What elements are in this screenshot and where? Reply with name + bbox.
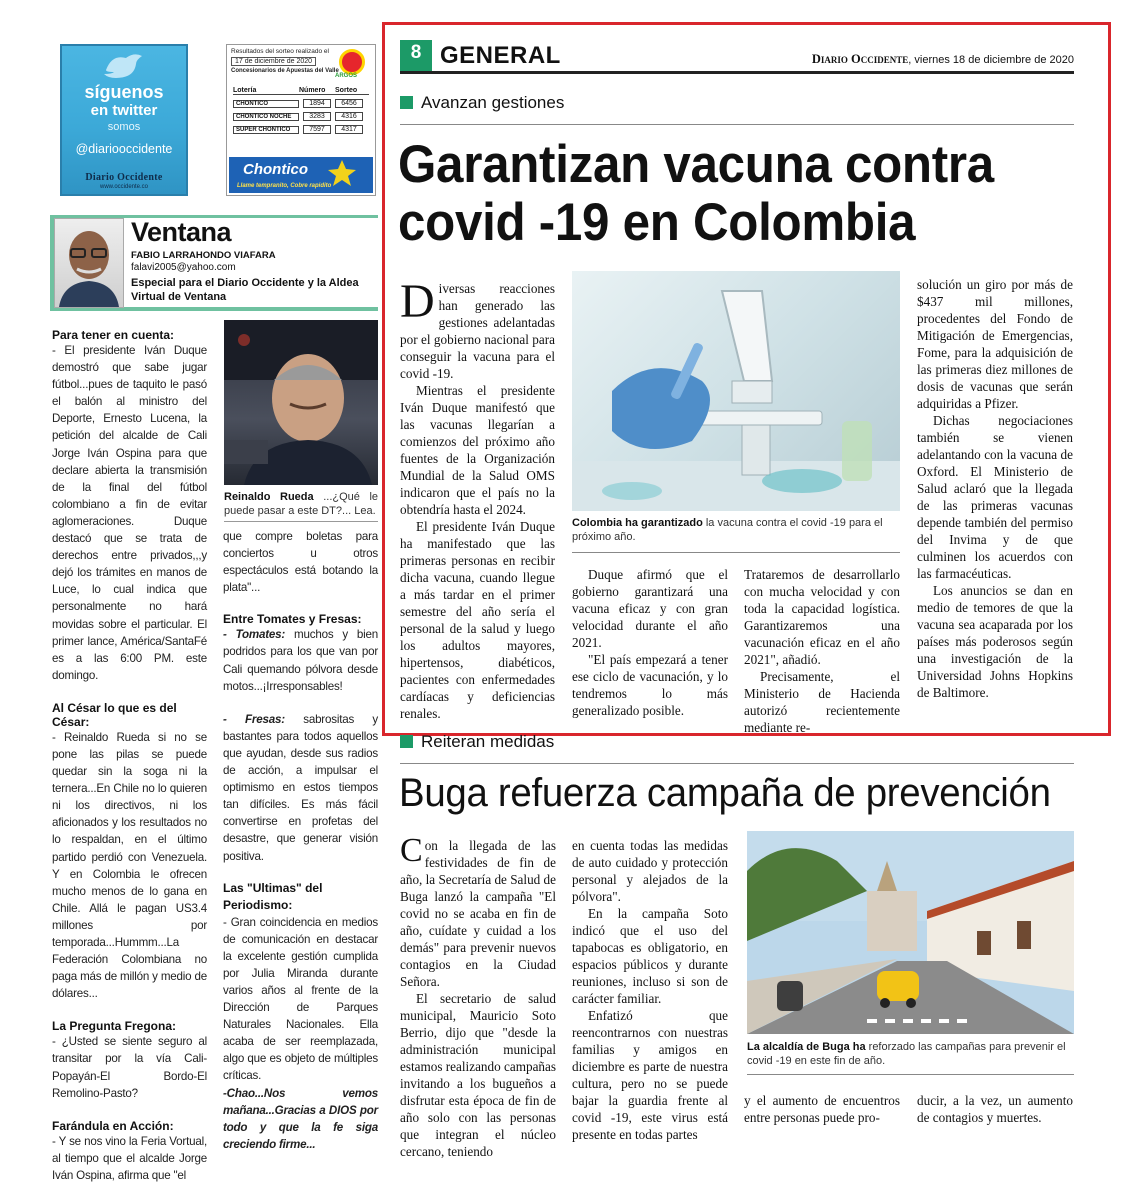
lottery-name: SUPER CHONTICO [233,126,299,134]
lottery-date: 17 de diciembre de 2020 [231,57,316,66]
rueda-caption-text: ...¿Qué le puede pasar a este DT?... Lea. [224,491,379,517]
article1-col1-p2: Mientras el presidente Iván Duque manifestó que las vacunas llegarían a comienzos del próximo año fuentes de la Organización Mundial de la Salud OMS indicaron que el país no la obtendría hasta el 2024. [400,383,555,517]
table-row [233,98,369,109]
article1-para [400,275,555,382]
col-numero: Número [299,87,326,94]
header-dateline [700,52,1074,67]
argos-logo [339,49,365,75]
lab-photo [572,271,900,511]
ventana-title: Ventana [131,217,232,247]
headline-line2: covid -19 en Colombia [398,193,916,252]
header-rule [400,71,1074,74]
article2-para [400,832,556,990]
column-left [52,328,207,1184]
article1-col3-p2: Precisamente, el Ministerio de Hacienda autorizó recientemente mediante re- [744,669,900,735]
mid-p1: que compre boletas para conciertos u otros espectáculos está botando la plata"... [223,530,378,595]
article2-col4 [917,1092,1073,1126]
article2-kicker [400,732,554,752]
table-row [233,111,369,122]
tomates-para [223,626,378,694]
article1-headline [398,136,1040,252]
paper-name: Diario Occidente [811,52,909,66]
article1-col2-p2: "El país empezará a tener ese ciclo de vacunación, y lo tendremos lo más generalizado posible. [572,652,728,718]
fresas-text: sabrositas y bastantes para todos aquellos que ayudan, desde sus radios de acción, a impulsar el optimismo en estos tiempos tan difíciles. Es más fácil convertirse en profetas del desastre, que generar visión positiva. [223,712,378,863]
article2-col1-p2: El secretario de salud municipal, Mauricio Soto Berrio, dijo que "desde la administración municipal estamos realizando campañas invitando a los bugueños a disfrutar esta época de fin de año solo con las personas que integran el núcleo cercano, teniendo [400,991,556,1159]
article2-col4-p1: ducir, a la vez, un aumento de contagios y muertes. [917,1093,1073,1125]
lottery-sorteo: 4317 [335,125,363,134]
article1-col4-p2: Dichas negociaciones también se vienen adelantando con la vacuna de Oxford. El Ministerio de Salud aclaró que la llegada de las primeras vacunas depende también del permiso del Invima y de que culminen los acuerdos con las farmacéuticas. [917,413,1073,581]
kicker-square-icon [400,735,413,748]
tomates-text: muchos y bien podridos para los que van por Cali quemando pólvora desde motos...¡Irresponsables! [223,628,378,693]
lottery-numero: 7597 [303,125,331,134]
caption2-rule [747,1074,1074,1075]
lottery-numero: 3283 [303,112,331,121]
article1-col1 [400,275,555,722]
article2-col3 [744,1092,900,1126]
article2-col1-p1: on la llegada de las festividades de fin de año, la Secretaría de Salud de Buga lanzó la campaña "El covid no se acaba en fin de año, cuídate y cuidad a los demás" para prevenir nuevos contagios en la Ciudad Señora. [400,838,556,989]
kicker-square-icon [400,96,413,109]
twitter-handle: @diariooccidente [75,142,173,156]
argos-logo-text: ARGOS [335,73,358,79]
article2-col2 [572,837,728,1143]
ultimas-text: - Gran coincidencia en medios de comunicación en destacar la excelente gestión cumplida por Julia Miranda durante varios años al frente de la Dirección de Parques Naturales Nacionales. Ella acaba de ser reemplazada, algo que es objeto de múltiples críticas. [223,915,378,1083]
ventana-author: FABIO LARRAHONDO VIAFARA [131,250,276,261]
kicker-rule [400,124,1074,125]
lottery-table-header [233,87,369,95]
article1-col1-p3: El presidente Iván Duque ha manifestado que las primeras personas en recibir dicha vacuna, cuando llegue a más tardar en el primer semestre del año sería el personal de la salud y luego los adultos mayores, hipertensos, diabéticos, pacientes con enfermedades cardíacas y deficiencias renales. [400,519,555,721]
article1-kicker [400,93,564,113]
lottery-sorteo: 6456 [335,99,363,108]
dropcap: D [400,275,435,328]
article2-caption [747,1040,1074,1068]
article1-col4-p1: solución un giro por más de $437 mil millones, procedentes del Fondo de Mitigación de Emergencias, Fome, para la adquisición de las primeras diez millones de dosis de vacunas que serán adquiridas a Pfizer. [917,277,1073,411]
tomates-heading: Entre Tomates y Fresas: [223,612,362,627]
chontico-slogan: Llame tempranito, Cobre rapidito [237,183,332,189]
caption-text: reforzado las campañas para prevenir el covid -19 en este fin de año. [747,1041,1066,1067]
article1-col3 [744,566,900,736]
twitter-brand: Diario Occidente [85,172,163,183]
ventana-email: falavi2005@yahoo.com [131,262,236,273]
fresas-label: - Fresas: [223,712,285,726]
twitter-ad [60,44,188,196]
rueda-caption [224,490,378,518]
column-mid [223,528,378,1153]
coach-portrait-icon [224,320,378,485]
lottery-name: CHONTICO NOCHE [233,113,299,121]
microscope-icon [572,271,900,511]
note-text: - Reinaldo Rueda si no se pone las pilas se puede quedar sin la soga ni la ternera...En Chile no lo quieren ni los directivos, ni los aficionados y los resultados no lo respaldan, en el último partido perdió con Venezuela. Y en Colombia le ofrecen mucho menos de lo gana en Chile. Allá le pagan US3.4 millones por temporada...Hummm...La Federación Colombiana no paga más de millón y medio de dólares... [52,730,207,1001]
header-date: , viernes 18 de diciembre de 2020 [908,54,1074,66]
lottery-heading: Resultados del sorteo realizado el [231,48,329,55]
ultimas-heading: Las "Ultimas" del Periodismo: [223,880,323,912]
section-title: GENERAL [440,42,561,69]
page-number: 8 [400,40,432,72]
star-icon [327,159,357,187]
twitter-line2: en twitter [90,102,158,119]
fresas-para [223,711,378,865]
note-heading: Para tener en cuenta: [52,328,175,342]
note-text: - Y se nos vino la Feria Vortual, al tiempo que el alcalde Jorge Iván Ospina, afirma que "el [52,1134,207,1182]
article2-col2-p1: en cuenta todas las medidas de auto cuidado y protección personal y alejados de la pólvora". [572,838,728,904]
dropcap: C [400,832,423,869]
rueda-photo [224,320,378,485]
chontico-banner [229,157,373,193]
article1-caption [572,516,900,544]
note-text: - El presidente Iván Duque demostró que sabe jugar fútbol...pues de taquito le pasó el balón al ministro del Deporte, Ernesto Lucena, la petición del alcalde de Cali Jorge Iván Ospina para que declare abierta la transmisión de la final del fútbol colombiano a fin de evitar aglomeraciones. Duque destacó que se trata de derechos entre privados,,,y dejó los trámites en manos de Luce, lo cual indica que personalmente no hará movidas sobre el particular. El primer lance, América/SantaFé es a las 6:00 PM. este domingo. [52,344,207,682]
chontico-brand: Chontico [243,161,308,178]
note-heading: Farándula en Acción: [52,1118,174,1133]
tomates-label: - Tomates: [223,628,286,642]
bird-icon [102,50,146,82]
note-section [52,701,207,1003]
note-section [52,328,207,684]
author-portrait-icon [55,219,123,307]
twitter-line3: somos [107,121,141,133]
lottery-sorteo: 4316 [335,112,363,121]
note-section [52,1119,207,1184]
buga-photo [747,831,1074,1034]
caption-bold: La alcaldía de Buga ha [747,1041,866,1053]
article2-col3-p1: y el aumento de encuentros entre personas puede pro- [744,1093,900,1125]
caption-rule [572,552,900,553]
caption-bold: Colombia ha garantizado [572,517,703,529]
article1-kicker-text: Avanzan gestiones [421,93,565,112]
note-heading: Al César lo que es del César: [52,700,177,729]
article2-headline: Buga refuerza campaña de prevención [399,771,1051,815]
author-photo [54,218,124,308]
rueda-caption-name: Reinaldo Rueda [224,491,314,503]
table-row [233,124,369,135]
col-loteria: Lotería [233,87,257,94]
headline-line1: Garantizan vacuna contra [398,135,994,194]
ventana-desc: Especial para el Diario Occidente y la Aldea Virtual de Ventana [131,277,359,303]
twitter-line1: síguenos [84,82,164,102]
note-section [52,1019,207,1101]
kicker2-rule [400,763,1074,764]
article1-col1-p1: iversas reacciones han generado las gestiones adelantadas por el gobierno nacional para conseguir la vacuna para el covid -19. [400,281,555,381]
rueda-divider [224,521,378,522]
twitter-url: www.occidente.co [99,184,149,190]
lottery-concesionarios: Concesionarios de Apuestas del Valle [231,68,339,74]
article1-col3-p1: Trataremos de desarrollarlo con mucha velocidad y con toda la capacidad logística. Garantizaremos una vacunación eficaz en el año 2021", añadió. [744,567,900,667]
lottery-table [233,87,369,135]
article1-col2-p1: Duque afirmó que el gobierno garantizará una vacuna eficaz y con gran velocidad durante el año 2021. [572,567,728,650]
lottery-box [226,44,376,196]
col-sorteo: Sorteo [335,87,358,94]
article2-col2-p2: En la campaña Soto indicó que el uso del tapabocas es obligatorio, en espacios públicos y durante reuniones, incluso si son de carácter familiar. [572,906,728,1006]
article2-col1 [400,832,556,1160]
lottery-name: CHONTICO [233,100,299,108]
article2-col2-p3: Enfatizó que reencontrarnos con nuestras familias y amigos en diciembre es parte de nuestra cultura, pero no se puede bajar la guardia frente al covid -19, este virus está presente en todas partes [572,1008,728,1142]
article1-col2 [572,566,728,719]
article1-col4 [917,276,1073,701]
note-heading: La Pregunta Fregona: [52,1019,177,1034]
article1-col4-p3: Los anuncios se dan en medio de temores de que la vacuna sea acaparada por los países más poderosos según una investigación de la Universidad Johns Hopkins de Baltimore. [917,583,1073,700]
caption-text: la vacuna contra el covid -19 para el próximo año. [572,517,883,543]
note-text: - ¿Usted se siente seguro al transitar por la vía Cali-Popayán-El Bordo-El Remolino-Pasto? [52,1035,207,1100]
closing-text: -Chao...Nos vemos mañana...Gracias a DIOS por todo y que la fe siga creciendo firme... [223,1086,378,1151]
street-scene-icon [747,831,1074,1034]
article2-kicker-text: Reiteran medidas [421,732,555,751]
lottery-numero: 1894 [303,99,331,108]
